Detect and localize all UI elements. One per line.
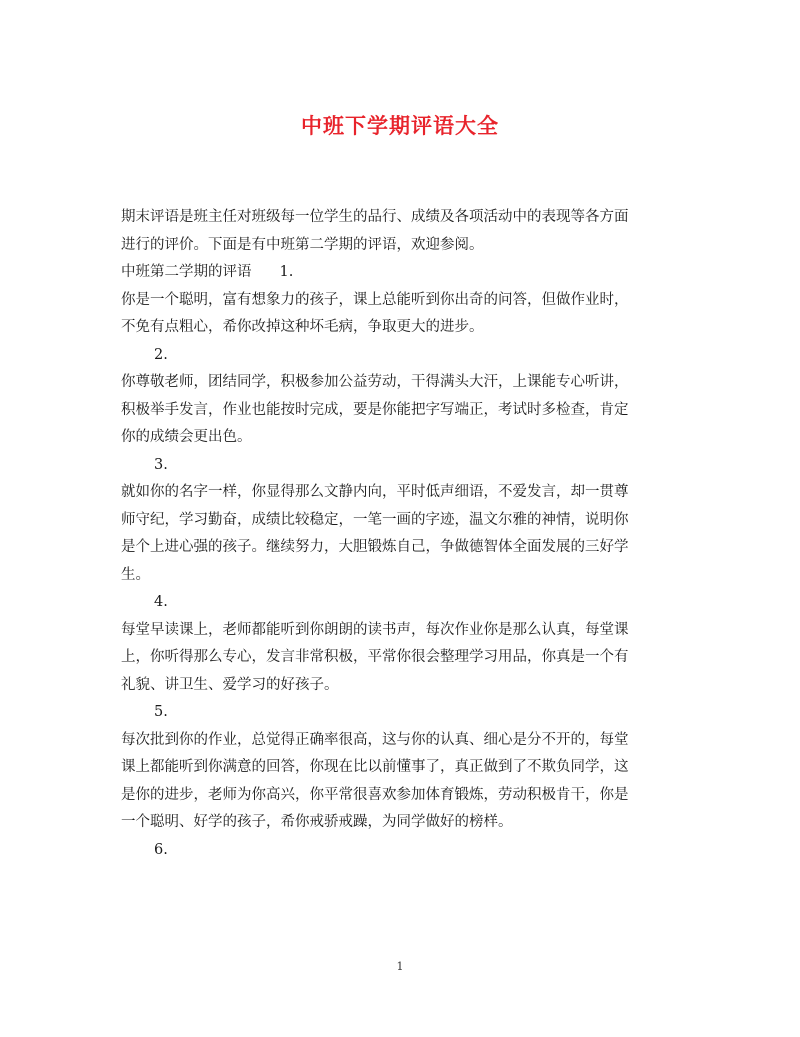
paragraph-line: 积极举手发言，作业也能按时完成，要是你能把字写端正，考试时多检查，肯定 — [121, 401, 629, 418]
paragraph-line: 生。 — [121, 566, 150, 583]
paragraph-line: 不免有点粗心，希你改掉这种坏毛病，争取更大的进步。 — [121, 319, 484, 335]
paragraph-line: 你的成绩会更出色。 — [121, 429, 252, 445]
paragraph-line: 课上都能听到你满意的回答，你现在比以前懂事了，真正做到了不欺负同学，这 — [121, 759, 629, 775]
item-number: 4. — [154, 594, 168, 610]
section-heading-line — [121, 259, 681, 287]
paragraph-line: 每次批到你的作业，总觉得正确率很高，这与你的认真、细心是分不开的，每堂 — [121, 731, 629, 748]
document-title: 中班下学期评语大全 — [301, 113, 499, 138]
item-number: 3. — [154, 456, 168, 473]
item-number: 6. — [154, 841, 168, 858]
document-body — [121, 204, 681, 864]
paragraph-line: 上，你听得那么专心，发言非常积极，平常你很会整理学习用品，你真是一个有 — [121, 649, 629, 665]
intro-line: 期末评语是班主任对班级每一位学生的品行、成绩及各项活动中的表现等各方面 — [121, 209, 629, 225]
item-number: 1. — [279, 264, 294, 280]
page-number: 1 — [396, 960, 404, 973]
paragraph-line: 你是一个聪明，富有想象力的孩子，课上总能听到你出奇的问答，但做作业时， — [121, 291, 629, 308]
paragraph-line: 就如你的名字一样，你显得那么文静内向，平时低声细语，不爱发言，却一贯尊 — [121, 484, 629, 500]
paragraph-line: 师守纪，学习勤奋，成绩比较稳定，一笔一画的字迹，温文尔雅的神情，说明你 — [121, 511, 629, 528]
paragraph-line: 你尊敬老师，团结同学，积极参加公益劳动，干得满头大汗，上课能专心听讲， — [121, 374, 629, 390]
paragraph-line: 一个聪明、好学的孩子，希你戒骄戒躁，为同学做好的榜样。 — [121, 814, 513, 830]
section-heading: 中班第二学期的评语 — [121, 264, 252, 280]
item-number: 2. — [154, 346, 168, 363]
paragraph-line: 是你的进步，老师为你高兴，你平常很喜欢参加体育锻炼，劳动积极肯干，你是 — [121, 786, 629, 803]
paragraph-line: 是个上进心强的孩子。继续努力，大胆锻炼自己，争做德智体全面发展的三好学 — [121, 539, 629, 555]
item-number: 5. — [154, 704, 168, 720]
paragraph-line: 礼貌、讲卫生、爱学习的好孩子。 — [121, 676, 339, 693]
paragraph-line: 每堂早读课上，老师都能听到你朗朗的读书声，每次作业你是那么认真，每堂课 — [121, 621, 629, 638]
intro-line: 进行的评价。下面是有中班第二学期的评语，欢迎参阅。 — [121, 236, 484, 253]
